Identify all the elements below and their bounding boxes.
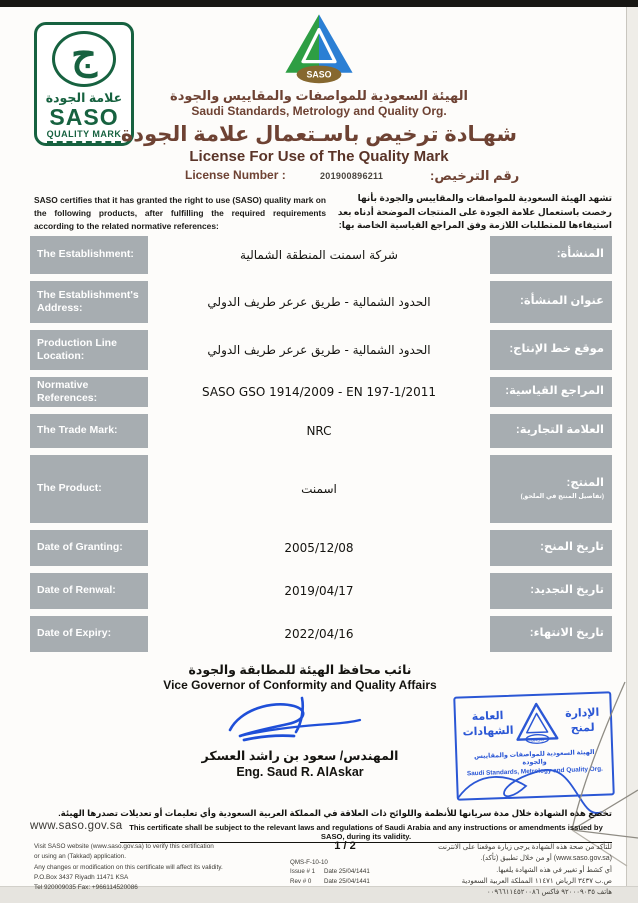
field-value bbox=[148, 377, 490, 407]
table-row-product bbox=[30, 455, 612, 523]
svg-text:SASO: SASO bbox=[306, 69, 332, 80]
stamp-right-words: الإدارة لمنح bbox=[564, 706, 600, 735]
stamp-left-words: العامة الشهادات bbox=[462, 710, 514, 739]
signature-icon bbox=[210, 692, 390, 748]
license-number-value: 201900896211 bbox=[320, 171, 384, 181]
org-name-arabic: الهيئة السعودية للمواصفات والمقاييس والجودة bbox=[170, 88, 468, 103]
table-row-date-renewal bbox=[30, 573, 612, 609]
footer-right-line: للتأكد من صحة هذه الشهادة يرجى زيارة موقعنا على الانترنت bbox=[438, 844, 612, 851]
table-row-trade-mark bbox=[30, 414, 612, 448]
doc-issue-row bbox=[290, 867, 400, 876]
field-value-text: 2019/04/17 bbox=[284, 584, 354, 598]
field-label-ar bbox=[490, 530, 612, 566]
field-value bbox=[148, 414, 490, 448]
intro-paragraph-arabic: تشهد الهيئة السعودية للمواصفات والمقاييس والجودة بأنها رخصت باستعمال علامة الجودة على المنتجات الموضحة أدناه بعد استيفاءها للمتطلبات اللازمة وفق المراجع القياسية الخاصة بها: bbox=[337, 193, 612, 230]
table-row-address bbox=[30, 281, 612, 323]
field-label-en: Date of Granting: bbox=[30, 530, 148, 566]
field-label-en: Date of Expiry: bbox=[30, 616, 148, 652]
field-value bbox=[148, 236, 490, 274]
saso-triangle-icon bbox=[279, 12, 359, 88]
field-label-ar-text: عنوان المنشأة: bbox=[519, 295, 604, 308]
field-value bbox=[148, 330, 490, 370]
field-value-text: شركة اسمنت المنطقة الشمالية bbox=[240, 248, 398, 262]
field-label-ar bbox=[490, 616, 612, 652]
license-number-label-ar: رقم الترخيص: bbox=[430, 168, 520, 183]
field-value bbox=[148, 281, 490, 323]
footer-right-line: أي كشط أو تغيير في هذه الشهادة يلغيها. bbox=[496, 866, 612, 874]
field-value-text: 2022/04/16 bbox=[284, 627, 354, 641]
table-row-normative-references bbox=[30, 377, 612, 407]
field-label-ar bbox=[490, 455, 612, 523]
footer-left-line: Any changes or modification on this certificate will affect its validity. bbox=[34, 863, 223, 871]
field-label-ar bbox=[490, 573, 612, 609]
intro-paragraph-english: SASO certifies that it has granted the right to use (SASO) quality mark on the following products, after fulfilling the required requirements according to the related normative references: bbox=[34, 195, 326, 232]
signatory-title-arabic: نائب محافظ الهيئة للمطابقة والجودة bbox=[188, 663, 412, 677]
certificate-title-arabic: شهـادة ترخيص باسـتعمال علامة الجودة bbox=[120, 123, 518, 146]
footer-left-line: P.O.Box 3437 Riyadh 11471 KSA bbox=[34, 873, 129, 881]
field-label-ar bbox=[490, 377, 612, 407]
certificates-department-stamp bbox=[453, 691, 615, 800]
field-value bbox=[148, 455, 490, 523]
footer-center-block bbox=[290, 840, 400, 886]
field-value-text: SASO GSO 1914/2009 - EN 197-1/2011 bbox=[201, 385, 436, 399]
doc-issue-label: Issue # 1 bbox=[290, 868, 316, 876]
table-row-production-line bbox=[30, 330, 612, 370]
doc-rev-date: Date 25/04/1441 bbox=[324, 877, 370, 885]
jeem-calligraphy-icon: ج bbox=[71, 31, 97, 78]
field-value-text: اسمنت bbox=[301, 482, 337, 496]
field-label-en: Date of Renwal: bbox=[30, 573, 148, 609]
field-label-ar-text: المراجع القياسية: bbox=[505, 385, 604, 398]
signature-mark bbox=[210, 692, 390, 748]
saso-triangle-logo bbox=[279, 12, 359, 88]
footer-left-line: Visit SASO website (www.saso.gov.sa) to verify this certification bbox=[34, 843, 214, 850]
field-label-ar-text: المنتج: bbox=[566, 477, 604, 490]
quality-mark-saso-text: SASO bbox=[49, 104, 119, 130]
doc-control-block bbox=[290, 858, 400, 886]
stamp-top-row bbox=[461, 699, 604, 748]
signatory-title-english: Vice Governor of Conformity and Quality Affairs bbox=[163, 678, 437, 692]
field-label-en: The Trade Mark: bbox=[30, 414, 148, 448]
field-label-ar bbox=[490, 281, 612, 323]
footer-right-block bbox=[408, 842, 612, 899]
field-value bbox=[148, 573, 490, 609]
field-label-ar bbox=[490, 330, 612, 370]
field-label-en: The Establishment: bbox=[30, 236, 148, 274]
saso-website-text: www.saso.gov.sa bbox=[30, 820, 123, 832]
field-label-ar-text: العلامة التجارية: bbox=[515, 424, 604, 437]
certificate-title-english: License For Use of The Quality Mark bbox=[189, 148, 449, 165]
field-label-ar-text: تاريخ المنح: bbox=[540, 541, 604, 554]
field-value-text: الحدود الشمالية - طريق عرعر طريف الدولي bbox=[207, 343, 431, 357]
quality-mark-label-en: QUALITY MARK bbox=[47, 129, 122, 143]
footer-left-block bbox=[34, 842, 284, 893]
field-value bbox=[148, 530, 490, 566]
validity-statement-arabic: تخضع هذه الشهادة خلال مدة سريانها للأنظمة واللوائح ذات العلاقة في المملكة العربية السعودية وأي تعليمات أو تعديلات تصدرها الهيئة. bbox=[58, 808, 612, 818]
doc-code: QMS-F-10-10 bbox=[290, 859, 328, 866]
stamp-org-english: Saudi Standards, Metrology and Quality Org. bbox=[466, 765, 603, 778]
org-name-english: Saudi Standards, Metrology and Quality Org. bbox=[191, 104, 447, 118]
certificate-fields-table bbox=[30, 236, 612, 659]
footer-right-line: هاتف ٩٢٠٠٠٩٠٣٥ فاكس ٠٠٩٦٦١١٤٥٢٠٠٨٦ bbox=[486, 889, 612, 897]
validity-statement-english: This certificate shall be subject to the relevant laws and regulations of Saudi Arabia and any instructions or amendments issued by SASO, during its validity. bbox=[120, 823, 612, 843]
license-number-row bbox=[0, 168, 638, 186]
field-label-ar-text: تاريخ التجديد: bbox=[530, 584, 604, 597]
quality-mark-circle bbox=[52, 31, 116, 87]
doc-issue-date: Date 25/04/1441 bbox=[324, 868, 370, 876]
field-label-ar bbox=[490, 236, 612, 274]
doc-rev-row bbox=[290, 877, 400, 886]
field-value bbox=[148, 616, 490, 652]
field-label-ar-note: (تفاصيل المنتج في الملحق) bbox=[520, 493, 604, 501]
footer-left-line: or using an (Takkad) application. bbox=[34, 853, 127, 861]
field-label-ar-text: موقع خط الإنتاج: bbox=[509, 343, 604, 356]
table-row-date-expiry bbox=[30, 616, 612, 652]
footer-right-line: ص.ب ٣٤٣٧ الرياض ١١٤٧١ المملكة العربية السعودية bbox=[461, 877, 612, 885]
doc-rev-label: Rev # 0 bbox=[290, 877, 312, 885]
field-value-text: الحدود الشمالية - طريق عرعر طريف الدولي bbox=[207, 295, 431, 309]
page-number: 1 / 2 bbox=[334, 840, 356, 852]
field-label-en: The Establishment's Address: bbox=[30, 281, 148, 323]
field-label-ar-text: المنشأة: bbox=[556, 248, 604, 261]
quality-mark-label-ar: علامة الجودة bbox=[45, 91, 123, 105]
stamp-org-arabic: الهيئة السعودية للمواصفات والمقاييس والجودة bbox=[473, 748, 595, 767]
field-label-en: The Product: bbox=[30, 455, 148, 523]
field-label-ar-text: تاريخ الانتهاء: bbox=[529, 627, 604, 640]
footer-left-line: Tel 920009035 Fax: +966114520086 bbox=[34, 884, 138, 891]
footer-right-line: (www.saso.gov.sa) أو من خلال تطبيق (تأكد). bbox=[480, 855, 612, 863]
license-number-label-en: License Number : bbox=[185, 168, 286, 182]
svg-text:SASO: SASO bbox=[531, 738, 545, 744]
signatory-name-arabic: المهندس/ سعود بن راشد العسكر bbox=[201, 749, 399, 763]
stamp-triangle-icon bbox=[513, 700, 562, 746]
field-value-text: 2005/12/08 bbox=[284, 541, 354, 555]
signatory-name-english: Eng. Saud R. AlAskar bbox=[236, 765, 364, 779]
table-row-date-granting bbox=[30, 530, 612, 566]
field-label-en: Normative References: bbox=[30, 377, 148, 407]
field-label-en: Production Line Location: bbox=[30, 330, 148, 370]
table-row-establishment bbox=[30, 236, 612, 274]
scan-top-edge bbox=[0, 0, 638, 7]
field-value-text: NRC bbox=[306, 424, 332, 438]
field-label-ar bbox=[490, 414, 612, 448]
